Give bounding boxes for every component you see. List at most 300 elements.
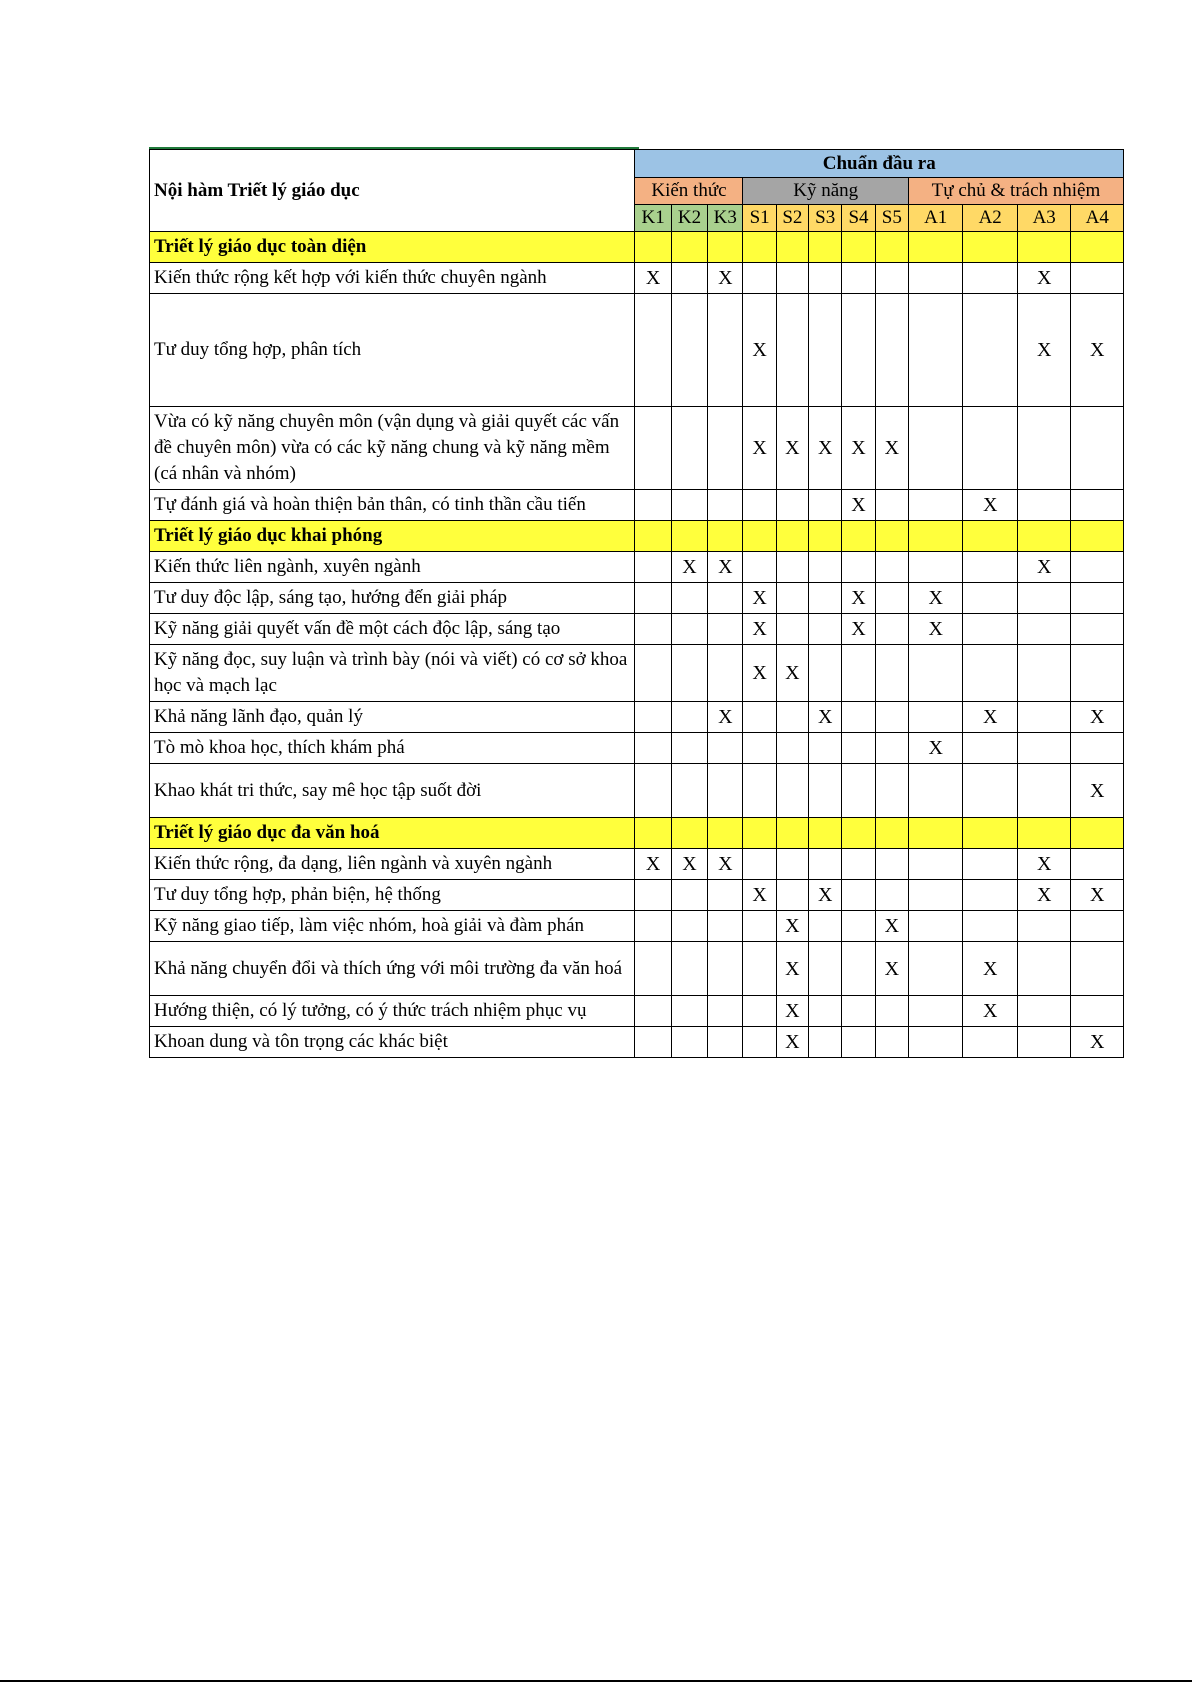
section-header-row [150,521,1124,552]
mark-cell-K1 [635,996,671,1027]
mark-cell-K3: X [708,263,743,294]
mark-cell-K3 [708,1027,743,1058]
table-row [150,942,1124,996]
mark-cell-K3 [708,880,743,911]
header-title: Nội hàm Triết lý giáo dục [150,150,635,232]
mark-cell-S1 [743,702,776,733]
mark-cell-K1: X [635,263,671,294]
mark-cell-S5 [875,490,908,521]
row-description: Kỹ năng giao tiếp, làm việc nhóm, hoà giải và đàm phán [150,911,635,942]
section-fill-cell [1071,232,1124,263]
mark-cell-S1: X [743,407,776,490]
mark-cell-S2: X [776,996,808,1027]
mark-cell-K2: X [671,552,707,583]
mark-cell-S5 [875,263,908,294]
mark-cell-S1: X [743,880,776,911]
mark-cell-A4: X [1071,880,1124,911]
mark-cell-A2 [963,263,1018,294]
mark-cell-A2: X [963,996,1018,1027]
mark-cell-A2 [963,849,1018,880]
mark-cell-S1 [743,733,776,764]
mark-cell-A2 [963,1027,1018,1058]
mark-cell-A2 [963,645,1018,702]
mark-cell-S4 [842,942,875,996]
mark-cell-S5 [875,880,908,911]
mark-cell-S3 [809,996,842,1027]
mark-cell-K1 [635,490,671,521]
section-title: Triết lý giáo dục đa văn hoá [150,818,635,849]
section-fill-cell [908,521,963,552]
mark-cell-K3 [708,407,743,490]
mark-cell-A2 [963,733,1018,764]
mark-cell-K1 [635,614,671,645]
group-autonomy: Tự chủ & trách nhiệm [908,178,1123,205]
mark-cell-A1 [908,942,963,996]
table-row [150,490,1124,521]
section-fill-cell [1017,818,1070,849]
mark-cell-A1 [908,645,963,702]
mark-cell-A3 [1017,996,1070,1027]
table-row [150,552,1124,583]
mark-cell-S3 [809,294,842,407]
mark-cell-K1 [635,764,671,818]
mark-cell-S4: X [842,490,875,521]
mark-cell-S3 [809,1027,842,1058]
mark-cell-S1 [743,942,776,996]
code-K1: K1 [635,205,671,232]
code-A2: A2 [963,205,1018,232]
mark-cell-K2 [671,407,707,490]
mark-cell-S3 [809,764,842,818]
mark-cell-A1 [908,911,963,942]
mark-cell-K2 [671,733,707,764]
section-fill-cell [708,818,743,849]
mark-cell-A2: X [963,942,1018,996]
mark-cell-K2 [671,1027,707,1058]
table-row [150,294,1124,407]
mark-cell-A2: X [963,490,1018,521]
mark-cell-S2 [776,764,808,818]
mark-cell-S1 [743,552,776,583]
mark-cell-A2 [963,583,1018,614]
table-row [150,702,1124,733]
mark-cell-A4 [1071,263,1124,294]
page-bottom-rule [0,1680,1192,1682]
mark-cell-K2: X [671,849,707,880]
mark-cell-S4 [842,733,875,764]
section-fill-cell [908,818,963,849]
mark-cell-K3: X [708,849,743,880]
mark-cell-S4 [842,764,875,818]
section-fill-cell [908,232,963,263]
mark-cell-K1 [635,294,671,407]
mark-cell-S1 [743,764,776,818]
row-description: Khao khát tri thức, say mê học tập suốt đời [150,764,635,818]
section-fill-cell [776,521,808,552]
mark-cell-A4 [1071,996,1124,1027]
row-description: Kiến thức rộng kết hợp với kiến thức chuyên ngành [150,263,635,294]
mark-cell-A1 [908,702,963,733]
mark-cell-K1 [635,942,671,996]
mark-cell-K3 [708,764,743,818]
mark-cell-S4 [842,1027,875,1058]
mark-cell-S1: X [743,614,776,645]
mark-cell-K2 [671,764,707,818]
mark-cell-S3 [809,583,842,614]
row-description: Tự đánh giá và hoàn thiện bản thân, có tinh thần cầu tiến [150,490,635,521]
mark-cell-A1 [908,294,963,407]
mark-cell-S5: X [875,407,908,490]
mark-cell-S3 [809,911,842,942]
code-A3: A3 [1017,205,1070,232]
mark-cell-K2 [671,911,707,942]
mark-cell-S5 [875,702,908,733]
mark-cell-A1 [908,490,963,521]
header-outcomes: Chuẩn đầu ra [635,150,1124,178]
mark-cell-S5 [875,552,908,583]
mark-cell-S4 [842,702,875,733]
code-A4: A4 [1071,205,1124,232]
mark-cell-K3 [708,490,743,521]
mark-cell-K2 [671,490,707,521]
mark-cell-K2 [671,880,707,911]
mark-cell-S2: X [776,942,808,996]
mark-cell-S2 [776,552,808,583]
mark-cell-S3 [809,645,842,702]
mark-cell-S1 [743,911,776,942]
mark-cell-S2 [776,880,808,911]
table-row [150,911,1124,942]
row-description: Khả năng chuyển đổi và thích ứng với môi trường đa văn hoá [150,942,635,996]
table-row [150,996,1124,1027]
section-fill-cell [1017,521,1070,552]
table-row [150,583,1124,614]
mark-cell-S5 [875,583,908,614]
mark-cell-S4: X [842,407,875,490]
mark-cell-K3 [708,645,743,702]
mark-cell-S1: X [743,583,776,614]
section-fill-cell [743,521,776,552]
mark-cell-S1: X [743,645,776,702]
mark-cell-S2 [776,733,808,764]
row-description: Vừa có kỹ năng chuyên môn (vận dụng và giải quyết các vấn đề chuyên môn) vừa có các kỹ năng chung và kỹ năng mềm (cá nhân và nhóm) [150,407,635,490]
mark-cell-A3 [1017,733,1070,764]
section-fill-cell [635,818,671,849]
row-description: Kỹ năng đọc, suy luận và trình bày (nói và viết) có cơ sở khoa học và mạch lạc [150,645,635,702]
mark-cell-S4 [842,849,875,880]
mark-cell-A4 [1071,407,1124,490]
table-row [150,849,1124,880]
mark-cell-A3: X [1017,552,1070,583]
mark-cell-A1 [908,1027,963,1058]
row-description: Tư duy tổng hợp, phản biện, hệ thống [150,880,635,911]
mark-cell-S4 [842,263,875,294]
mark-cell-S5 [875,733,908,764]
mark-cell-A3: X [1017,294,1070,407]
code-K3: K3 [708,205,743,232]
mark-cell-K2 [671,583,707,614]
mark-cell-S3: X [809,407,842,490]
section-fill-cell [671,521,707,552]
mark-cell-K3: X [708,702,743,733]
mark-cell-S5 [875,764,908,818]
mark-cell-A3 [1017,583,1070,614]
mark-cell-K2 [671,294,707,407]
mark-cell-A4: X [1071,702,1124,733]
mark-cell-A3 [1017,911,1070,942]
section-fill-cell [963,818,1018,849]
mark-cell-A1 [908,552,963,583]
mark-cell-S1 [743,1027,776,1058]
row-description: Tò mò khoa học, thích khám phá [150,733,635,764]
mark-cell-A4 [1071,911,1124,942]
mark-cell-A3 [1017,407,1070,490]
mark-cell-A3 [1017,942,1070,996]
spreadsheet-table-region [149,147,1124,1058]
mark-cell-K1: X [635,849,671,880]
section-fill-cell [743,232,776,263]
mark-cell-S2 [776,294,808,407]
mark-cell-S1: X [743,294,776,407]
mark-cell-S3 [809,849,842,880]
mark-cell-A1: X [908,733,963,764]
mark-cell-A2 [963,764,1018,818]
mark-cell-A2 [963,294,1018,407]
mark-cell-S5 [875,996,908,1027]
mark-cell-S2: X [776,407,808,490]
mark-cell-S2 [776,849,808,880]
mark-cell-K2 [671,942,707,996]
section-fill-cell [875,818,908,849]
mark-cell-A4 [1071,645,1124,702]
section-fill-cell [842,521,875,552]
mark-cell-K1 [635,702,671,733]
code-S5: S5 [875,205,908,232]
mark-cell-K1 [635,880,671,911]
mark-cell-A1 [908,880,963,911]
mark-cell-S2 [776,614,808,645]
mark-cell-S5: X [875,942,908,996]
mark-cell-S1 [743,263,776,294]
section-header-row [150,232,1124,263]
table-row [150,764,1124,818]
section-fill-cell [776,232,808,263]
mark-cell-A1 [908,407,963,490]
mark-cell-K1 [635,1027,671,1058]
mark-cell-A4 [1071,490,1124,521]
section-fill-cell [809,521,842,552]
mark-cell-S1 [743,849,776,880]
mark-cell-K3: X [708,552,743,583]
mark-cell-A4: X [1071,764,1124,818]
mark-cell-A1: X [908,583,963,614]
mark-cell-S2: X [776,645,808,702]
mark-cell-A4 [1071,552,1124,583]
section-fill-cell [875,521,908,552]
row-description: Hướng thiện, có lý tưởng, có ý thức trách nhiệm phục vụ [150,996,635,1027]
group-knowledge: Kiến thức [635,178,743,205]
section-fill-cell [809,232,842,263]
code-S2: S2 [776,205,808,232]
mark-cell-K3 [708,294,743,407]
mark-cell-S4 [842,552,875,583]
table-row [150,263,1124,294]
philosophy-outcome-matrix [149,149,1124,1058]
mark-cell-S3 [809,733,842,764]
code-K2: K2 [671,205,707,232]
section-fill-cell [635,232,671,263]
code-S1: S1 [743,205,776,232]
mark-cell-A1 [908,764,963,818]
mark-cell-A1 [908,849,963,880]
table-row [150,733,1124,764]
section-fill-cell [842,232,875,263]
section-fill-cell [776,818,808,849]
row-description: Kỹ năng giải quyết vấn đề một cách độc lập, sáng tạo [150,614,635,645]
code-S3: S3 [809,205,842,232]
mark-cell-S4 [842,996,875,1027]
mark-cell-S4 [842,645,875,702]
mark-cell-A2 [963,552,1018,583]
mark-cell-K1 [635,733,671,764]
table-row [150,645,1124,702]
mark-cell-K2 [671,614,707,645]
mark-cell-A2 [963,614,1018,645]
row-description: Tư duy tổng hợp, phân tích [150,294,635,407]
mark-cell-S3 [809,942,842,996]
mark-cell-A4: X [1071,1027,1124,1058]
mark-cell-S5 [875,614,908,645]
mark-cell-A3: X [1017,880,1070,911]
mark-cell-S4: X [842,583,875,614]
mark-cell-S4: X [842,614,875,645]
mark-cell-A4 [1071,614,1124,645]
mark-cell-A3: X [1017,849,1070,880]
mark-cell-K1 [635,407,671,490]
mark-cell-S1 [743,490,776,521]
section-fill-cell [1017,232,1070,263]
mark-cell-S2: X [776,911,808,942]
mark-cell-S2: X [776,1027,808,1058]
mark-cell-K1 [635,552,671,583]
mark-cell-A3 [1017,645,1070,702]
row-description: Kiến thức rộng, đa dạng, liên ngành và xuyên ngành [150,849,635,880]
mark-cell-S2 [776,583,808,614]
mark-cell-K3 [708,733,743,764]
mark-cell-A2 [963,911,1018,942]
section-fill-cell [875,232,908,263]
table-row [150,880,1124,911]
code-S4: S4 [842,205,875,232]
section-fill-cell [1071,818,1124,849]
mark-cell-S1 [743,996,776,1027]
mark-cell-A1 [908,996,963,1027]
mark-cell-A4 [1071,583,1124,614]
mark-cell-S5 [875,1027,908,1058]
mark-cell-A3 [1017,490,1070,521]
mark-cell-S2 [776,702,808,733]
mark-cell-S4 [842,880,875,911]
section-fill-cell [708,521,743,552]
mark-cell-K2 [671,263,707,294]
mark-cell-A3 [1017,764,1070,818]
mark-cell-K2 [671,702,707,733]
table-row [150,1027,1124,1058]
mark-cell-K3 [708,996,743,1027]
section-fill-cell [671,818,707,849]
row-description: Khoan dung và tôn trọng các khác biệt [150,1027,635,1058]
section-fill-cell [1071,521,1124,552]
section-fill-cell [671,232,707,263]
mark-cell-A3: X [1017,263,1070,294]
section-fill-cell [743,818,776,849]
group-skills: Kỹ năng [743,178,908,205]
mark-cell-S2 [776,263,808,294]
mark-cell-A4: X [1071,294,1124,407]
section-fill-cell [963,521,1018,552]
mark-cell-K2 [671,996,707,1027]
mark-cell-K3 [708,583,743,614]
mark-cell-S5: X [875,911,908,942]
section-title: Triết lý giáo dục toàn diện [150,232,635,263]
section-fill-cell [708,232,743,263]
mark-cell-S3 [809,263,842,294]
mark-cell-A4 [1071,942,1124,996]
mark-cell-K1 [635,645,671,702]
mark-cell-S3 [809,614,842,645]
mark-cell-S5 [875,294,908,407]
mark-cell-K1 [635,583,671,614]
mark-cell-A4 [1071,849,1124,880]
code-A1: A1 [908,205,963,232]
mark-cell-A3 [1017,702,1070,733]
mark-cell-A1 [908,263,963,294]
mark-cell-K3 [708,911,743,942]
mark-cell-A1: X [908,614,963,645]
table-row [150,614,1124,645]
mark-cell-S3: X [809,880,842,911]
mark-cell-S3 [809,490,842,521]
section-header-row [150,818,1124,849]
table-row [150,407,1124,490]
mark-cell-S2 [776,490,808,521]
section-fill-cell [635,521,671,552]
mark-cell-S3 [809,552,842,583]
mark-cell-S5 [875,849,908,880]
mark-cell-A2 [963,407,1018,490]
section-title: Triết lý giáo dục khai phóng [150,521,635,552]
mark-cell-K1 [635,911,671,942]
mark-cell-A4 [1071,733,1124,764]
row-description: Kiến thức liên ngành, xuyên ngành [150,552,635,583]
section-fill-cell [963,232,1018,263]
mark-cell-S5 [875,645,908,702]
mark-cell-A2: X [963,702,1018,733]
mark-cell-S4 [842,911,875,942]
mark-cell-S3: X [809,702,842,733]
mark-cell-A3 [1017,1027,1070,1058]
mark-cell-A2 [963,880,1018,911]
section-fill-cell [842,818,875,849]
mark-cell-K3 [708,614,743,645]
mark-cell-A3 [1017,614,1070,645]
row-description: Khả năng lãnh đạo, quản lý [150,702,635,733]
mark-cell-K3 [708,942,743,996]
section-fill-cell [809,818,842,849]
mark-cell-K2 [671,645,707,702]
mark-cell-S4 [842,294,875,407]
row-description: Tư duy độc lập, sáng tạo, hướng đến giải pháp [150,583,635,614]
